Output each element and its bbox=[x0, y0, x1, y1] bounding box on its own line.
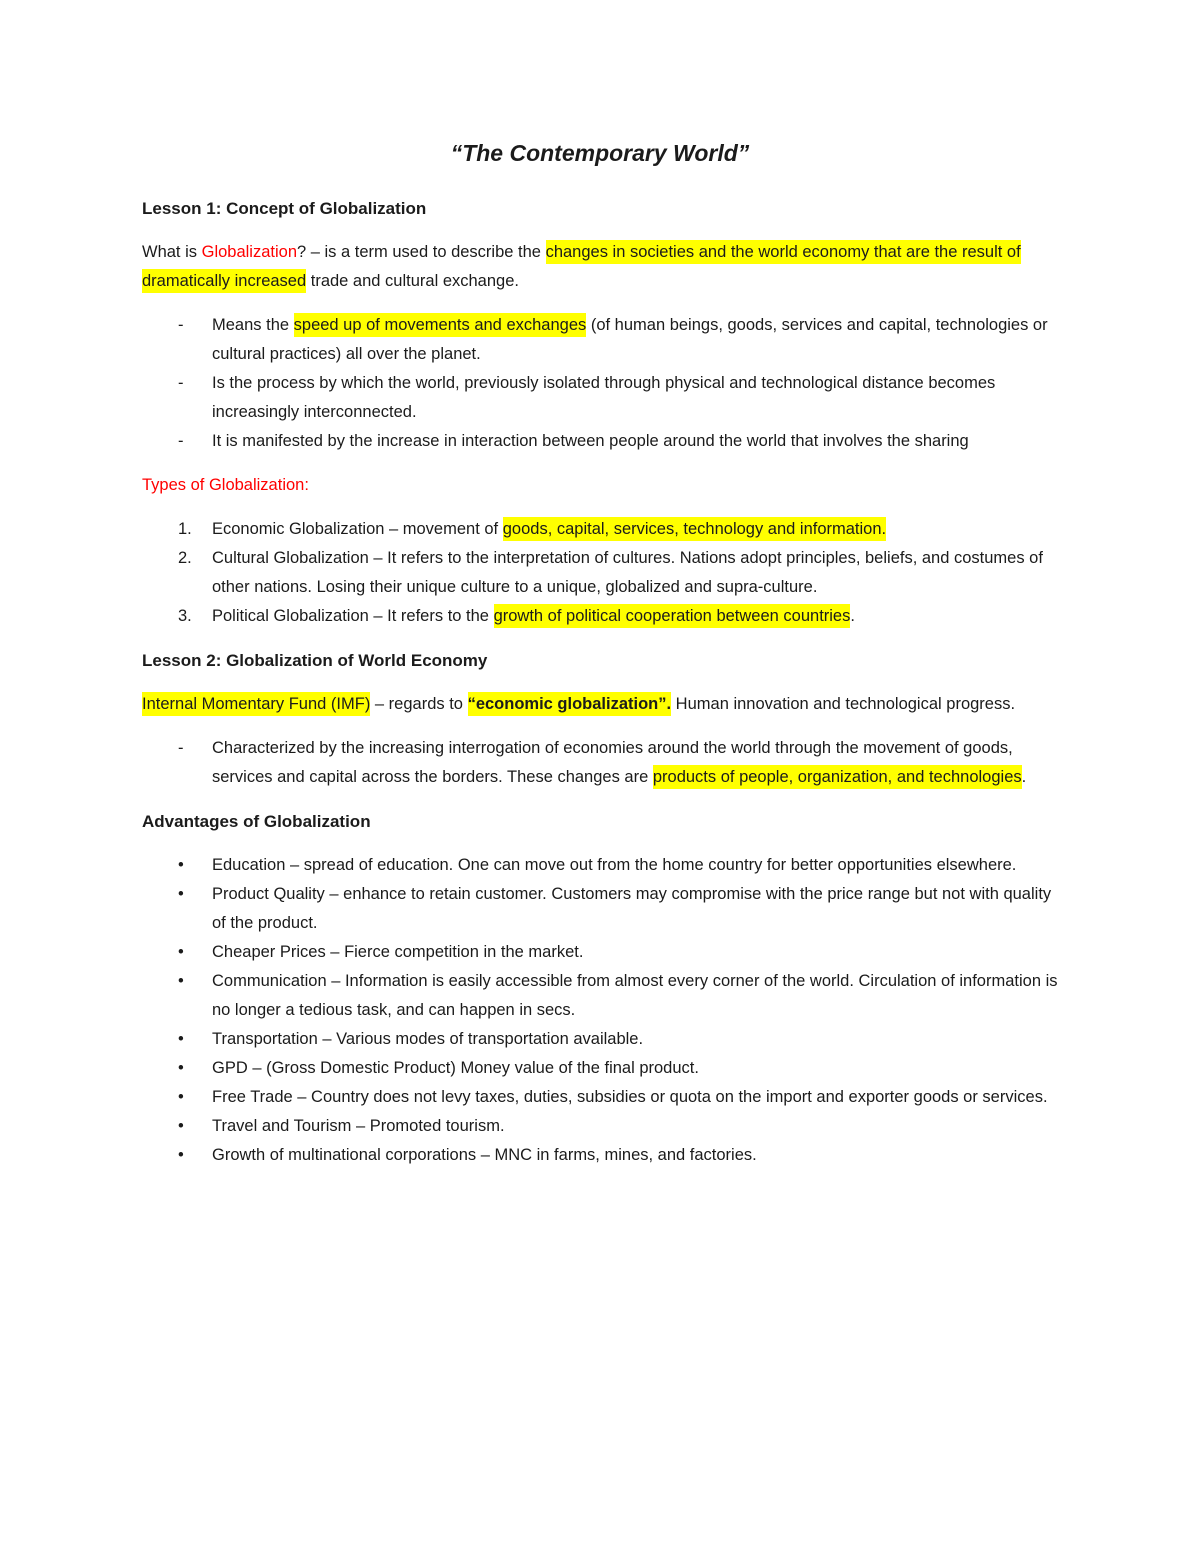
list-item bbox=[142, 544, 1058, 602]
list-item-text: Growth of multinational corporations – MNC in farms, mines, and factories. bbox=[212, 1146, 757, 1164]
list-item bbox=[142, 851, 1058, 880]
dash-marker: - bbox=[178, 374, 184, 392]
list-item bbox=[142, 967, 1058, 1025]
number-marker: 2. bbox=[178, 549, 192, 567]
advantages-list bbox=[142, 851, 1058, 1170]
list-item bbox=[142, 311, 1058, 369]
list-item bbox=[142, 1025, 1058, 1054]
list-item-text: Cheaper Prices – Fierce competition in the market. bbox=[212, 943, 584, 961]
list-item-text: Is the process by which the world, previously isolated through physical and technological distance becomes increasingly interconnected. bbox=[212, 374, 996, 421]
bullet-marker: • bbox=[178, 1088, 184, 1106]
heading-lesson-1: Lesson 1: Concept of Globalization bbox=[142, 199, 427, 218]
list-item bbox=[142, 938, 1058, 967]
heading-lesson-2: Lesson 2: Globalization of World Economy bbox=[142, 651, 488, 670]
list-item-text: Political Globalization – It refers to the growth of political cooperation between countries. bbox=[212, 602, 1058, 631]
list-item-text: Travel and Tourism – Promoted tourism. bbox=[212, 1117, 505, 1135]
list-item-text: Characterized by the increasing interrogation of economies around the world through the movement of goods, services and capital across the borders. These changes are products of people, organization, and technologies. bbox=[212, 734, 1058, 792]
bullet-marker: • bbox=[178, 856, 184, 874]
bullet-marker: • bbox=[178, 943, 184, 961]
list-item bbox=[142, 602, 1058, 631]
list-item bbox=[142, 427, 1058, 456]
list-item bbox=[142, 880, 1058, 938]
list-item-text: Product Quality – enhance to retain customer. Customers may compromise with the price range but not with quality of the product. bbox=[212, 885, 1052, 932]
bullet-marker: • bbox=[178, 972, 184, 990]
list-item-text: Cultural Globalization – It refers to the interpretation of cultures. Nations adopt principles, beliefs, and costumes of other nations. Losing their unique culture to a unique, globalized and supra-culture. bbox=[212, 549, 1043, 596]
bullet-marker: • bbox=[178, 1146, 184, 1164]
list-item bbox=[142, 734, 1058, 792]
dash-marker: - bbox=[178, 432, 184, 450]
intro-paragraph: What is Globalization? – is a term used to describe the changes in societies and the world economy that are the result of dramatically increased trade and cultural exchange. bbox=[142, 238, 1058, 296]
number-marker: 1. bbox=[178, 520, 192, 538]
bullet-marker: • bbox=[178, 1030, 184, 1048]
list-item-text: Economic Globalization – movement of goods, capital, services, technology and information. bbox=[212, 515, 1058, 544]
list-item-text: Education – spread of education. One can move out from the home country for better opportunities elsewhere. bbox=[212, 856, 1017, 874]
bullet-marker: • bbox=[178, 1117, 184, 1135]
economy-points-list bbox=[142, 734, 1058, 792]
list-item-text: Free Trade – Country does not levy taxes, duties, subsidies or quota on the import and exporter goods or services. bbox=[212, 1088, 1048, 1106]
number-marker: 3. bbox=[178, 607, 192, 625]
dash-marker: - bbox=[178, 739, 184, 757]
imf-paragraph: Internal Momentary Fund (IMF) – regards to “economic globalization”. Human innovation and technological progress. bbox=[142, 690, 1058, 719]
list-item bbox=[142, 1054, 1058, 1083]
page-title: “The Contemporary World” bbox=[450, 140, 750, 166]
list-item-text: GPD – (Gross Domestic Product) Money value of the final product. bbox=[212, 1059, 699, 1077]
list-item-text: It is manifested by the increase in interaction between people around the world that involves the sharing bbox=[212, 432, 969, 450]
list-item bbox=[142, 1141, 1058, 1170]
globalization-points-list bbox=[142, 311, 1058, 456]
list-item bbox=[142, 515, 1058, 544]
document-page bbox=[142, 0, 1058, 1170]
bullet-marker: • bbox=[178, 885, 184, 903]
list-item-text: Transportation – Various modes of transportation available. bbox=[212, 1030, 644, 1048]
dash-marker: - bbox=[178, 316, 184, 334]
bullet-marker: • bbox=[178, 1059, 184, 1077]
types-heading: Types of Globalization: bbox=[142, 476, 309, 494]
list-item bbox=[142, 1083, 1058, 1112]
list-item-text: Communication – Information is easily accessible from almost every corner of the world. Circulation of information is no longer a tedious task, and can happen in secs. bbox=[212, 972, 1058, 1019]
list-item bbox=[142, 1112, 1058, 1141]
list-item bbox=[142, 369, 1058, 427]
types-list bbox=[142, 515, 1058, 631]
heading-advantages: Advantages of Globalization bbox=[142, 812, 371, 831]
list-item-text: Means the speed up of movements and exchanges (of human beings, goods, services and capital, technologies or cultural practices) all over the planet. bbox=[212, 311, 1058, 369]
